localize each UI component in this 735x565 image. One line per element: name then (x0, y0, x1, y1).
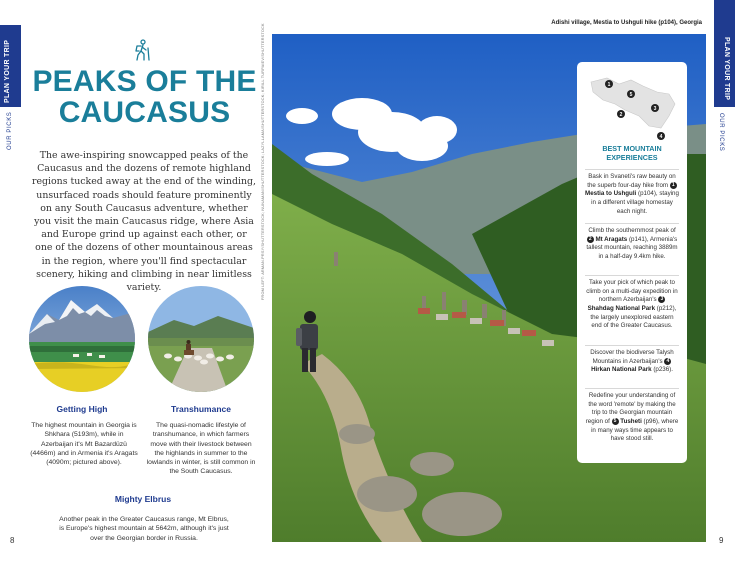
caption-text-transhumance: The quasi-nomadic lifestyle of transhumance, in which farmers move with their livestock between the highlands in summer to the lowlands in winter, is still common in the South Caucasus. (146, 422, 256, 476)
intro-paragraph: The awe-inspiring snowcapped peaks of the Caucasus and the dozens of remote highland regions tucked away at the end of the winding, unsurfaced roads should feature prominently on any South Caucasus adventure, whether you visit the main Caucasus ridge, where Asia and Europe grind up against each other, or one of the dozens of other mountainous areas in the region, where you'll find spectacular scenery, hiking and climbing in near limitless variety. (32, 150, 256, 294)
number-marker-5: 5 (612, 418, 619, 425)
page-number-left: 8 (10, 536, 15, 545)
photo-credit: FROM LEFT: ARMAN.PRSY/SHUTTERSTOCK; NUNAMAN/SHUTTERSTOCK; LAZYLLAMA/SHUTTERSTOCK; KIRILL TURPAIEV/SHUTTERSTOCK (261, 23, 265, 300)
panel-title (577, 144, 687, 162)
caption-heading-transhumance: Transhumance (171, 404, 231, 414)
experience-item: Discover the biodiverse Talysh Mountains in Azerbaijan's 4 Hirkan National Park (p236). (585, 345, 679, 375)
region-map (585, 70, 679, 142)
page-title: PEAKS OF THE CAUCASUS (32, 65, 257, 129)
experience-item: Redefine your understanding of the word 'remote' by making the trip to the Georgian mountain region of 5 Tusheti (p96), where in many ways time appears to have stood still. (585, 388, 679, 444)
plan-your-trip-tab-right (714, 0, 735, 107)
number-marker-4: 4 (664, 358, 671, 365)
svg-text:1: 1 (607, 82, 611, 88)
map-marker-4 (657, 132, 665, 140)
svg-text:4: 4 (659, 134, 663, 140)
tab-label-left: PLAN YOUR TRIP (4, 39, 11, 103)
transhumance-photo (148, 286, 254, 392)
caption-heading-getting-high: Getting High (56, 404, 108, 414)
caption-heading-mighty-elbrus: Mighty Elbrus (114, 494, 172, 504)
caption-text-mighty-elbrus: Another peak in the Greater Caucasus range, Mt Elbrus, is Europe's highest mountain at 5642m, although it's just over the Georgian border in Russia. (59, 516, 229, 542)
caption-text-getting-high: The highest mountain in Georgia is Shkhara (5193m), while in Azerbaijan it's Mt Bazardüzü (4466m) and in Armenia it's Aragats (4090m; pictured above). (30, 422, 138, 467)
best-mountain-experiences-panel (577, 62, 687, 463)
hiker-icon (132, 39, 152, 61)
map-marker-3 (651, 104, 659, 112)
section-label-right: OUR PICKS (718, 113, 724, 152)
number-marker-2: 2 (587, 236, 594, 243)
aragats-photo (29, 286, 135, 392)
number-marker-3: 3 (658, 296, 665, 303)
tab-label-right: PLAN YOUR TRIP (723, 37, 730, 101)
map-marker-1 (605, 80, 613, 88)
panel-title-line2: EXPERIENCES (606, 153, 658, 162)
map-marker-5 (627, 90, 635, 98)
svg-text:3: 3 (653, 106, 657, 112)
page-number-right: 9 (719, 536, 724, 545)
photo-caption: Adishi village, Mestia to Ushguli hike (p104), Georgia (551, 20, 702, 26)
number-marker-1: 1 (670, 182, 677, 189)
experience-item: Climb the southernmost peak of 2 Mt Aragats (p141), Armenia's tallest mountain, reaching 3889m in a half-day 9.4km hike. (585, 223, 679, 262)
plan-your-trip-tab-left (0, 25, 21, 107)
experience-item: Bask in Svaneti's raw beauty on the superb four-day hike from 1 Mestia to Ushguli (p104), staying in a different village homestay each night. (585, 169, 679, 216)
svg-text:5: 5 (629, 92, 633, 98)
section-label-left: OUR PICKS (7, 111, 13, 150)
map-marker-2 (617, 110, 625, 118)
svg-text:2: 2 (619, 112, 623, 118)
panel-title-line1: BEST MOUNTAIN (602, 144, 662, 153)
experience-item: Take your pick of which peak to climb on a multi-day expedition in northern Azerbaijan's 3 Shahdag National Park (p212), the largely unexplored eastern end of the Greater Caucasus. (585, 275, 679, 331)
